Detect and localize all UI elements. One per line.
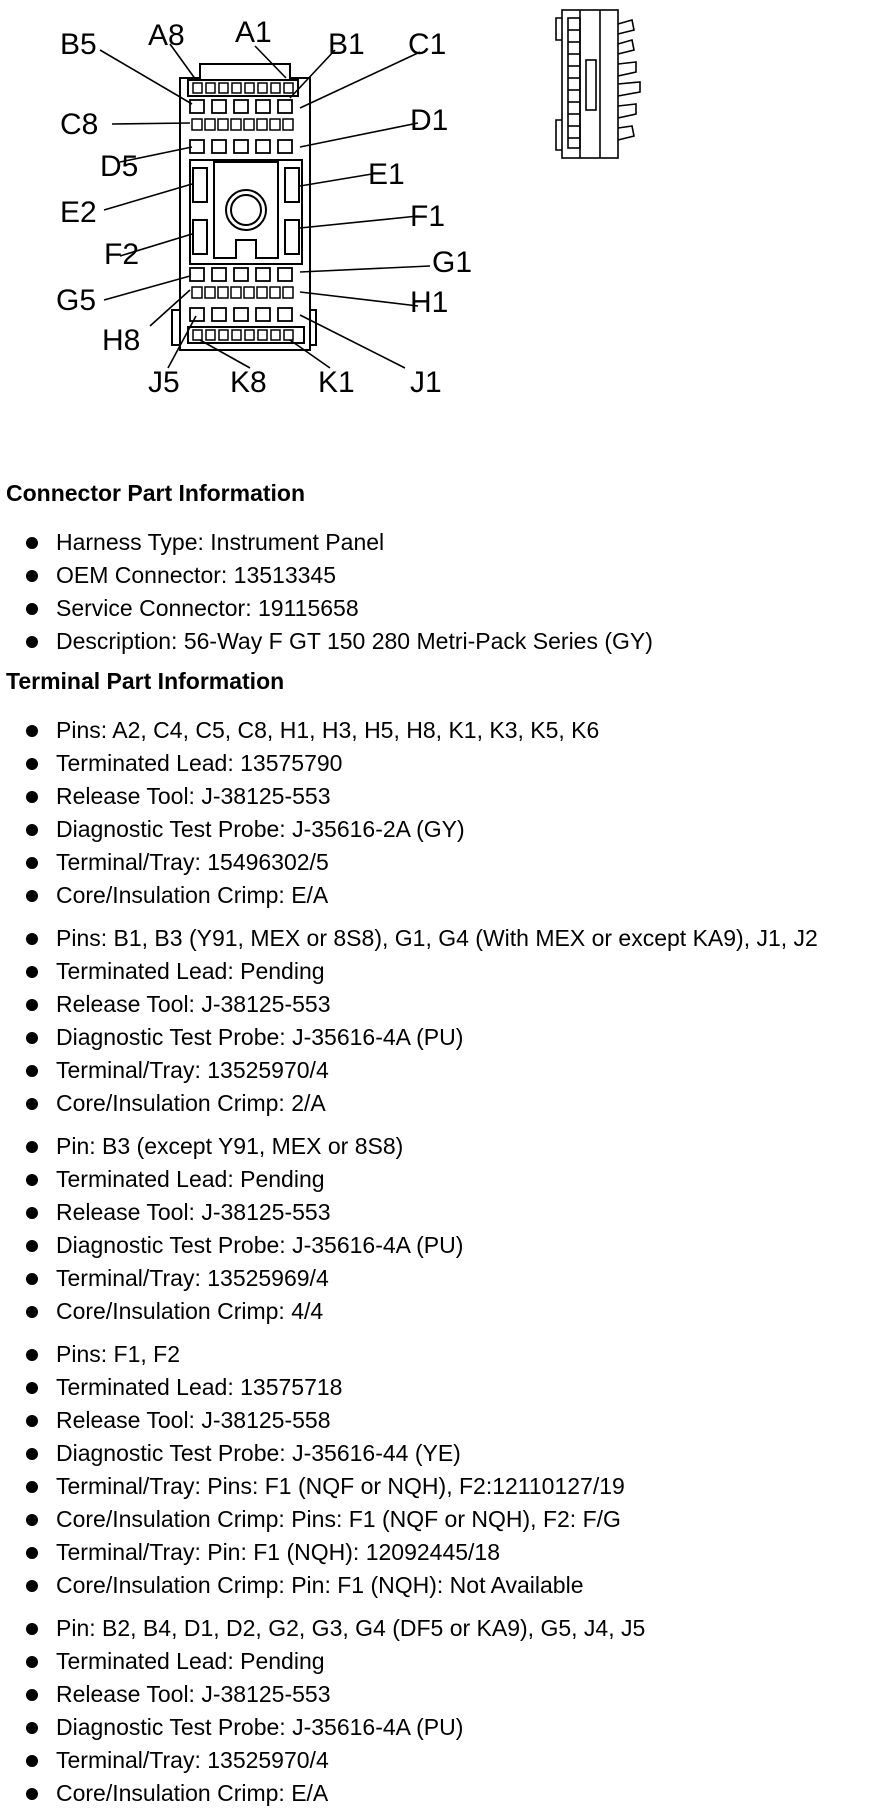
list-item: Release Tool: J-38125-553 [6,780,886,813]
connector-diagram [0,0,896,420]
list-item: Terminal/Tray: Pin: F1 (NQH): 12092445/18 [6,1536,886,1569]
list-item: Release Tool: J-38125-553 [6,1196,886,1229]
pin-label: A8 [148,19,185,52]
pin-label: C1 [408,28,447,61]
list-item: Pins: A2, C4, C5, C8, H1, H3, H5, H8, K1, K3, K5, K6 [6,714,886,747]
list-item: Diagnostic Test Probe: J-35616-4A (PU) [6,1711,886,1744]
pin-label: H1 [410,286,449,319]
list-item: Release Tool: J-38125-558 [6,1404,886,1437]
connector-heading: Connector Part Information [6,480,306,506]
list-item: Core/Insulation Crimp: 2/A [6,1087,886,1120]
list-item: Harness Type: Instrument Panel [6,526,886,559]
list-item: Core/Insulation Crimp: E/A [6,879,886,912]
pin-label: E2 [60,196,97,229]
pin-label: C8 [60,108,99,141]
list-item: Diagnostic Test Probe: J-35616-44 (YE) [6,1437,886,1470]
pin-label: D5 [100,150,139,183]
list-item: Release Tool: J-38125-553 [6,988,886,1021]
list-item: Pins: F1, F2 [6,1338,886,1371]
list-item: Terminated Lead: 13575790 [6,747,886,780]
list-item: Pins: B1, B3 (Y91, MEX or 8S8), G1, G4 (With MEX or except KA9), J1, J2 [6,922,886,955]
list-item: Service Connector: 19115658 [6,592,886,625]
list-item: Core/Insulation Crimp: Pins: F1 (NQF or NQH), F2: F/G [6,1503,886,1536]
pin-label: D1 [410,104,449,137]
list-item: Diagnostic Test Probe: J-35616-4A (PU) [6,1021,886,1054]
list-item: Terminated Lead: Pending [6,955,886,988]
list-item: Core/Insulation Crimp: 4/4 [6,1295,886,1328]
list-item: Release Tool: J-38125-553 [6,1678,886,1711]
list-item: Core/Insulation Crimp: Pin: F1 (NQH): Not Available [6,1569,886,1602]
list-item: Terminated Lead: Pending [6,1163,886,1196]
list-item: Terminal/Tray: 13525970/4 [6,1744,886,1777]
part-information [6,478,886,1810]
pin-label: H8 [102,324,141,357]
list-item: Pin: B2, B4, D1, D2, G2, G3, G4 (DF5 or KA9), G5, J4, J5 [6,1612,886,1645]
pin-label: K8 [230,366,267,399]
pin-label: F2 [104,238,140,271]
list-item: Diagnostic Test Probe: J-35616-4A (PU) [6,1229,886,1262]
connector-side-view [556,10,640,158]
list-item: Terminal/Tray: Pins: F1 (NQF or NQH), F2:12110127/19 [6,1470,886,1503]
list-item: Terminated Lead: 13575718 [6,1371,886,1404]
pin-label: F1 [410,200,446,233]
list-item: Core/Insulation Crimp: E/A [6,1777,886,1810]
pin-label: B5 [60,28,97,61]
list-item: Description: 56-Way F GT 150 280 Metri-Pack Series (GY) [6,625,886,658]
terminal-heading: Terminal Part Information [6,668,285,694]
pin-labels [56,16,472,399]
pin-label: A1 [235,16,272,49]
list-item: Pin: B3 (except Y91, MEX or 8S8) [6,1130,886,1163]
terminal-group [6,1130,886,1328]
terminal-group [6,714,886,912]
pin-label: B1 [328,28,365,61]
connector-face-view [172,64,316,350]
pin-label: G5 [56,284,97,317]
list-item: Terminal/Tray: 13525970/4 [6,1054,886,1087]
terminal-groups [6,714,886,1810]
list-item: Diagnostic Test Probe: J-35616-2A (GY) [6,813,886,846]
list-item: Terminal/Tray: 15496302/5 [6,846,886,879]
connector-info-list [6,526,886,658]
pin-label: J1 [410,366,442,399]
list-item: Terminated Lead: Pending [6,1645,886,1678]
list-item: Terminal/Tray: 13525969/4 [6,1262,886,1295]
list-item: OEM Connector: 13513345 [6,559,886,592]
terminal-group [6,1338,886,1602]
pin-label: K1 [318,366,355,399]
terminal-group [6,922,886,1120]
terminal-group [6,1612,886,1810]
pin-label: J5 [148,366,180,399]
pin-label: G1 [432,246,473,279]
pin-label: E1 [368,158,405,191]
